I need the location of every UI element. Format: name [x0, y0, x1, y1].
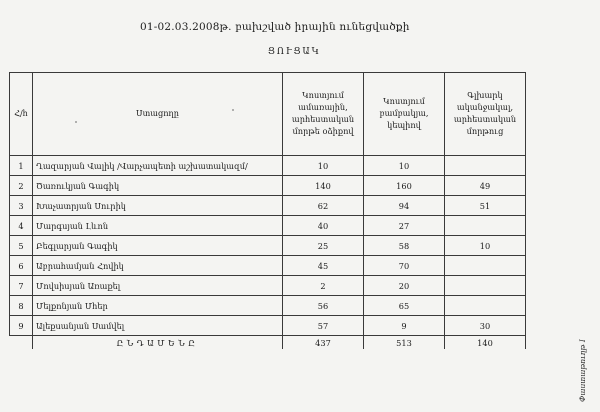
distribution-table	[9, 72, 526, 349]
row-summer-suit-count: 25	[283, 236, 364, 256]
scan-speck	[75, 121, 77, 123]
row-summer-suit-count: 40	[283, 216, 364, 236]
row-index: 9	[10, 316, 33, 336]
document-title: 01-02.03.2008թ. բախշված իրային ունեցվածքի	[140, 21, 410, 33]
row-summer-suit-count: 2	[283, 276, 364, 296]
row-index: 8	[10, 296, 33, 316]
table-row	[10, 256, 526, 276]
table-row	[10, 176, 526, 196]
document-subtitle: ՑՈՒՑԱԿ	[268, 47, 321, 57]
row-recipient-name: Ծառուկյան Գագիկ	[33, 176, 283, 196]
row-summer-suit-count: 57	[283, 316, 364, 336]
row-hat-count	[445, 296, 526, 316]
row-cotton-suit-count: 10	[364, 156, 445, 176]
header-recipient: Ստացողը	[33, 73, 283, 156]
header-summer-suit: Կոստյում ամառային, արհեստական մորթե օձիքով	[283, 73, 364, 156]
row-cotton-suit-count: 58	[364, 236, 445, 256]
table-row	[10, 296, 526, 316]
row-summer-suit-count: 10	[283, 156, 364, 176]
table-row	[10, 276, 526, 296]
table-row	[10, 216, 526, 236]
table-header-row	[10, 73, 526, 156]
row-hat-count: 49	[445, 176, 526, 196]
row-cotton-suit-count: 65	[364, 296, 445, 316]
row-summer-suit-count: 62	[283, 196, 364, 216]
row-index: 6	[10, 256, 33, 276]
row-summer-suit-count: 45	[283, 256, 364, 276]
row-hat-count	[445, 256, 526, 276]
header-index: Հ/հ	[10, 73, 33, 156]
row-hat-count: 10	[445, 236, 526, 256]
table-row	[10, 316, 526, 336]
row-hat-count	[445, 216, 526, 236]
row-recipient-name: Ղազարյան Վալիկ /Վարչապետի աշխատակազմ/	[33, 156, 283, 176]
row-cotton-suit-count: 27	[364, 216, 445, 236]
total-hat: 140	[445, 336, 526, 350]
row-index: 2	[10, 176, 33, 196]
row-recipient-name: Մովսիսյան Առաքել	[33, 276, 283, 296]
row-summer-suit-count: 56	[283, 296, 364, 316]
total-summer-suit: 437	[283, 336, 364, 350]
row-cotton-suit-count: 70	[364, 256, 445, 276]
row-cotton-suit-count: 20	[364, 276, 445, 296]
row-cotton-suit-count: 160	[364, 176, 445, 196]
row-index: 4	[10, 216, 33, 236]
row-recipient-name: Մելքոնյան Մհեր	[33, 296, 283, 316]
header-cotton-suit: Կոստյում բամբակյա, կեպիով	[364, 73, 445, 156]
total-index-cell	[10, 336, 33, 350]
row-index: 5	[10, 236, 33, 256]
total-row	[10, 336, 526, 350]
header-hat: Գլխարկ ականջակալ, արհեստական մորթուց	[445, 73, 526, 156]
total-cotton-suit: 513	[364, 336, 445, 350]
row-recipient-name: Բեգլարյան Գագիկ	[33, 236, 283, 256]
row-hat-count	[445, 156, 526, 176]
row-recipient-name: Խաչատրյան Սուրիկ	[33, 196, 283, 216]
table-row	[10, 196, 526, 216]
table-row	[10, 156, 526, 176]
row-index: 7	[10, 276, 33, 296]
row-index: 1	[10, 156, 33, 176]
row-index: 3	[10, 196, 33, 216]
table-row	[10, 236, 526, 256]
row-recipient-name: Աբրահամյան Հովիկ	[33, 256, 283, 276]
row-cotton-suit-count: 9	[364, 316, 445, 336]
row-cotton-suit-count: 94	[364, 196, 445, 216]
row-hat-count: 30	[445, 316, 526, 336]
row-recipient-name: Ալեքսանյան Սամվել	[33, 316, 283, 336]
total-label: ԸՆԴԱՄԵՆԸ	[33, 336, 283, 350]
side-note: Փաստաթուղթ I	[578, 339, 587, 402]
row-recipient-name: Մարգսյան Լևոն	[33, 216, 283, 236]
row-summer-suit-count: 140	[283, 176, 364, 196]
scan-speck	[232, 109, 234, 111]
row-hat-count: 51	[445, 196, 526, 216]
row-hat-count	[445, 276, 526, 296]
